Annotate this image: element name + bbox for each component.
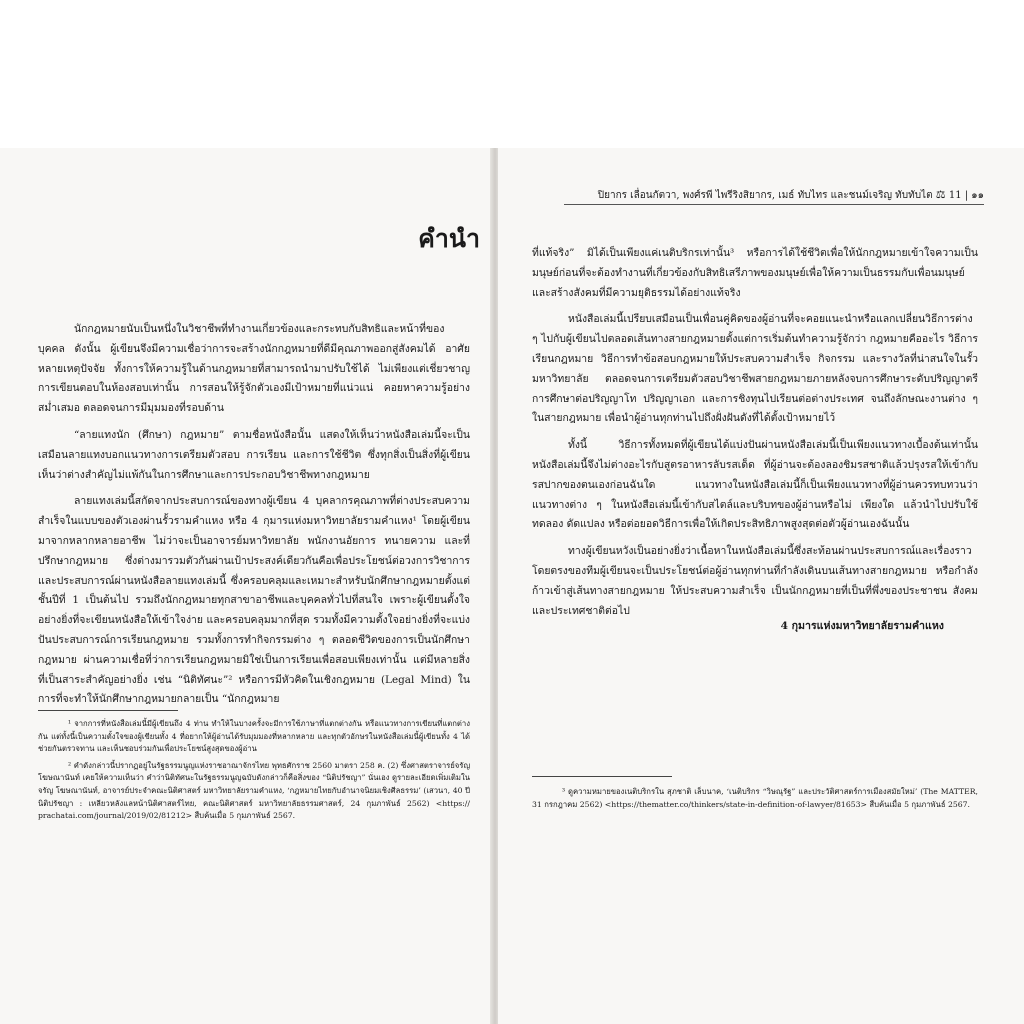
scales-of-justice-icon: ⚖	[935, 188, 946, 201]
left-page	[0, 148, 492, 1024]
header-divider	[564, 204, 984, 205]
paragraph: ที่แท้จริง” มิได้เป็นเพียงแค่เนติบริกรเท่านั้น³ หรือการได้ใช้ชีวิตเพื่อให้นักกฎหมายเข้าใจความเป็นมนุษย์ก่อนที่จะต้องทำงานที่เกี่ยวข้องกับสิทธิเสรีภาพของมนุษย์เพื่อให้ความเป็นธรรมกับเพื่อนมนุษย์ และสร้างสังคมที่มีความยุติธรรมได้อย่างแท้จริง	[532, 247, 978, 299]
paragraph: หนังสือเล่มนี้เปรียบเสมือนเป็นเพื่อนคู่คิดของผู้อ่านที่จะคอยแนะนำหรือแลกเปลี่ยนวิธีการต่าง ๆ ไปกับผู้เขียนไปตลอดเส้นทางสายกฎหมายตั้งแต่การเริ่มต้นทำความรู้จักว่า กฎหมายคืออะไร วิธีการเรียนกฎหมาย วิธีการทำข้อสอบกฎหมายให้ประสบความสำเร็จ กิจกรรม และรางวัลที่น่าสนใจในรั้วมหาวิทยาลัย ตลอดจนการเตรียมตัวสอบวิชาชีพสายกฎหมายภายหลังจบการศึกษาระดับปริญญาตรี การศึกษาต่อปริญญาโท ปริญญาเอก และการชิงทุนไปเรียนต่อต่างประเทศ จนถึงลักษณะงานต่าง ๆ ในสายกฎหมาย เพื่อนำผู้อ่านทุกท่านไปถึงฝั่งฝันดังที่ได้ตั้งเป้าหมายไว้	[532, 313, 978, 425]
running-header	[544, 188, 984, 203]
footnote: ¹ จากการที่หนังสือเล่มนี้มีผู้เขียนถึง 4 ท่าน ทำให้ในบางครั้งจะมีการใช้ภาษาที่แตกต่างกัน หรือแนวทางการเขียนที่แตกต่างกัน แต่ทั้งนี้เป็นความตั้งใจของผู้เขียนทั้ง 4 ที่อยากให้ผู้อ่านได้รับมุมมองที่หลากหลาย และทุกตัวอักษรในหนังสือเล่มนี้ผู้เขียนทั้ง 4 ได้ช่วยกันตรวจทาน และเห็นชอบร่วมกันเพื่อประโยชน์สูงสุดของผู้อ่าน	[38, 719, 470, 754]
footnote: ² คำดังกล่าวนี้ปรากฏอยู่ในรัฐธรรมนูญแห่งราชอาณาจักรไทย พุทธศักราช 2560 มาตรา 258 ค. (2) ซึ่งศาสตราจารย์จรัญ โฆษณานันท์ เคยให้ความเห็นว่า คำว่านิติทัศนะในรัฐธรรมนูญฉบับดังกล่าวก็คือสิ่งของ “นิติปรัชญา” นั่นเอง ดูรายละเอียดเพิ่มเติมใน จรัญ โฆษณานันท์, อาจารย์ประจำคณะนิติศาสตร์ มหาวิทยาลัยรามคำแหง, ‘กฎหมายไทยกับอำนาจนิยมเชิงศีลธรรม’ (เสวนา, 40 ปี นิติปรัชญา : เหลียวหลังแลหน้านิติศาสตร์ไทย, คณะนิติศาสตร์ มหาวิทยาลัยธรรมศาสตร์, 24 กุมภาพันธ์ 2562) <https:// prachatai.com/journal/2019/02/81212> สืบค้นเมื่อ 5 กุมภาพันธ์ 2567.	[38, 760, 470, 821]
paragraph: ทางผู้เขียนหวังเป็นอย่างยิ่งว่าเนื้อหาในหนังสือเล่มนี้ซึ่งสะท้อนผ่านประสบการณ์และเรื่องราวโดยตรงของทีมผู้เขียนจะเป็นประโยชน์ต่อผู้อ่านทุกท่านที่กำลังเดินบนเส้นทางสายกฎหมาย หรือกำลังก้าวเข้าสู่เส้นทางสายกฎหมาย ให้ประสบความสำเร็จ เป็นนักกฎหมายที่เป็นที่พึ่งของประชาชน สังคม และประเทศชาติต่อไป	[532, 545, 978, 617]
book-spread	[0, 148, 1024, 1024]
right-body-text	[532, 244, 978, 628]
page-number: 11 | ๑๑	[948, 190, 984, 201]
chapter-title: คำนำ	[418, 224, 480, 253]
paragraph: ทั้งนี้ วิธีการทั้งหมดที่ผู้เขียนได้แบ่งปันผ่านหนังสือเล่มนี้เป็นเพียงแนวทางเบื้องต้นเท่านั้น หนังสือเล่มนี้จึงไม่ต่างอะไรกับสูตรอาหารลับรสเด็ด ที่ผู้อ่านจะต้องลองชิมรสชาติแล้วปรุงรสให้เข้ากับรสปากของตนเองก่อนฉันใด แนวทางในหนังสือเล่มนี้ก็เป็นเพียงแนวทางที่ผู้อ่านควรทบทวนว่าแนวทางต่าง ๆ ในหนังสือเล่มนี้เข้ากับสไตล์และบริบทของผู้อ่านหรือไม่ เพียงใด แล้วนำไปปรับใช้ ทดลอง ดัดแปลง หรือต่อยอดวิธีการเพื่อให้เกิดประสิทธิภาพสูงสุดต่อตัวผู้อ่านเองฉันนั้น	[532, 439, 978, 531]
preface-signature: 4 กุมารแห่งมหาวิทยาลัยรามคำแหง	[780, 620, 944, 632]
right-footnotes	[532, 786, 978, 815]
footnote: ³ ดูความหมายของเนติบริกรใน สุภชาติ เล็บนาค, ‘เนติบริกร “วิษณุรัฐ” และประวัติศาสตร์การเมืองสมัยใหม่’ (The MATTER, 31 กรกฎาคม 2562) <https://thematter.co/thinkers/state-in-definition-of-lawyer/81653> สืบค้นเมื่อ 5 กุมภาพันธ์ 2567.	[532, 787, 978, 809]
running-header-authors: ปิยากร เลื่อนกัตวา, พงศ์รพี ไพรีริงสิยากร, เมธ์ ทับไทร และชนม์เจริญ ทับทับไต	[597, 190, 933, 201]
paragraph: ลายแทงเล่มนี้สกัดจากประสบการณ์ของทางผู้เขียน 4 บุคลากรคุณภาพที่ต่างประสบความสำเร็จในแบบของตัวเองผ่านรั้วรามคำแหง หรือ 4 กุมารแห่งมหาวิทยาลัยรามคำแหง¹ โดยผู้เขียนมาจากหลากหลายอาชีพ ไม่ว่าจะเป็นอาจารย์มหาวิทยาลัย พนักงานอัยการ ทนายความ และที่ปรึกษากฎหมาย ซึ่งต่างมารวมตัวกันผ่านเป้าประสงค์เดียวกันคือเพื่อประโยชน์ต่อวงการวิชาการและประสบการณ์ผ่านหนังสือลายแทงเล่มนี้ ซึ่งครอบคลุมและเหมาะสำหรับนักศึกษากฎหมายตั้งแต่ชั้นปีที่ 1 เป็นต้นไป รวมถึงนักกฎหมายทุกสาขาอาชีพและบุคคลทั่วไปที่สนใจ เพราะผู้เขียนตั้งใจอย่างยิ่งที่จะเขียนหนังสือให้เข้าใจง่าย และครอบคลุมมากที่สุด รวมทั้งมีความตั้งใจอย่างยิ่งที่จะแบ่งปันประสบการณ์การเรียนกฎหมาย รวมทั้งการทำกิจกรรมต่าง ๆ ตลอดชีวิตของการเป็นนักศึกษากฎหมาย ผ่านความเชื่อที่ว่าการเรียนกฎหมายมิใช่เป็นการเรียนเพื่อสอบเพียงเท่านั้น แต่มีหลายสิ่งที่เป็นสาระสำคัญอย่างยิ่ง เช่น “นิติทัศนะ”² หรือการมีหัวคิดในเชิงกฎหมาย (Legal Mind) ในการที่จะทำให้นักศึกษากฎหมายกลายเป็น “นักกฎหมาย	[38, 495, 470, 706]
footnote-divider	[532, 776, 672, 777]
left-footnotes	[38, 718, 470, 827]
paragraph: นักกฎหมายนับเป็นหนึ่งในวิชาชีพที่ทำงานเกี่ยวข้องและกระทบกับสิทธิและหน้าที่ของบุคคล ดังนั้น ผู้เขียนจึงมีความเชื่อว่าการจะสร้างนักกฎหมายที่ดีมีคุณภาพออกสู่สังคมได้ อาศัยหลายเหตุปัจจัย ทั้งการให้ความรู้ในด้านกฎหมายที่สามารถนำมาปรับใช้ได้ ไม่เพียงแต่เชี่ยวชาญการเขียนตอบในห้องสอบเท่านั้น การสอนให้รู้จักตัวเองมีเป้าหมายที่แน่วแน่ คอยหาความรู้อย่างสม่ำเสมอ ตลอดจนการมีมุมมองที่รอบด้าน	[38, 323, 470, 415]
footnote-divider	[38, 710, 178, 711]
right-page	[498, 148, 1024, 1024]
paragraph: “ลายแทงนัก (ศึกษา) กฎหมาย” ตามชื่อหนังสือนั้น แสดงให้เห็นว่าหนังสือเล่มนี้จะเป็นเสมือนลายแทงบอกแนวทางการเตรียมตัวสอบ การเรียน และการใช้ชีวิต ซึ่งทุกสิ่งเป็นสิ่งที่ผู้เขียนเห็นว่าต่างสำคัญไม่แพ้กันในการศึกษาและการประกอบวิชาชีพทางกฎหมาย	[38, 428, 470, 481]
left-body-text	[38, 320, 470, 717]
